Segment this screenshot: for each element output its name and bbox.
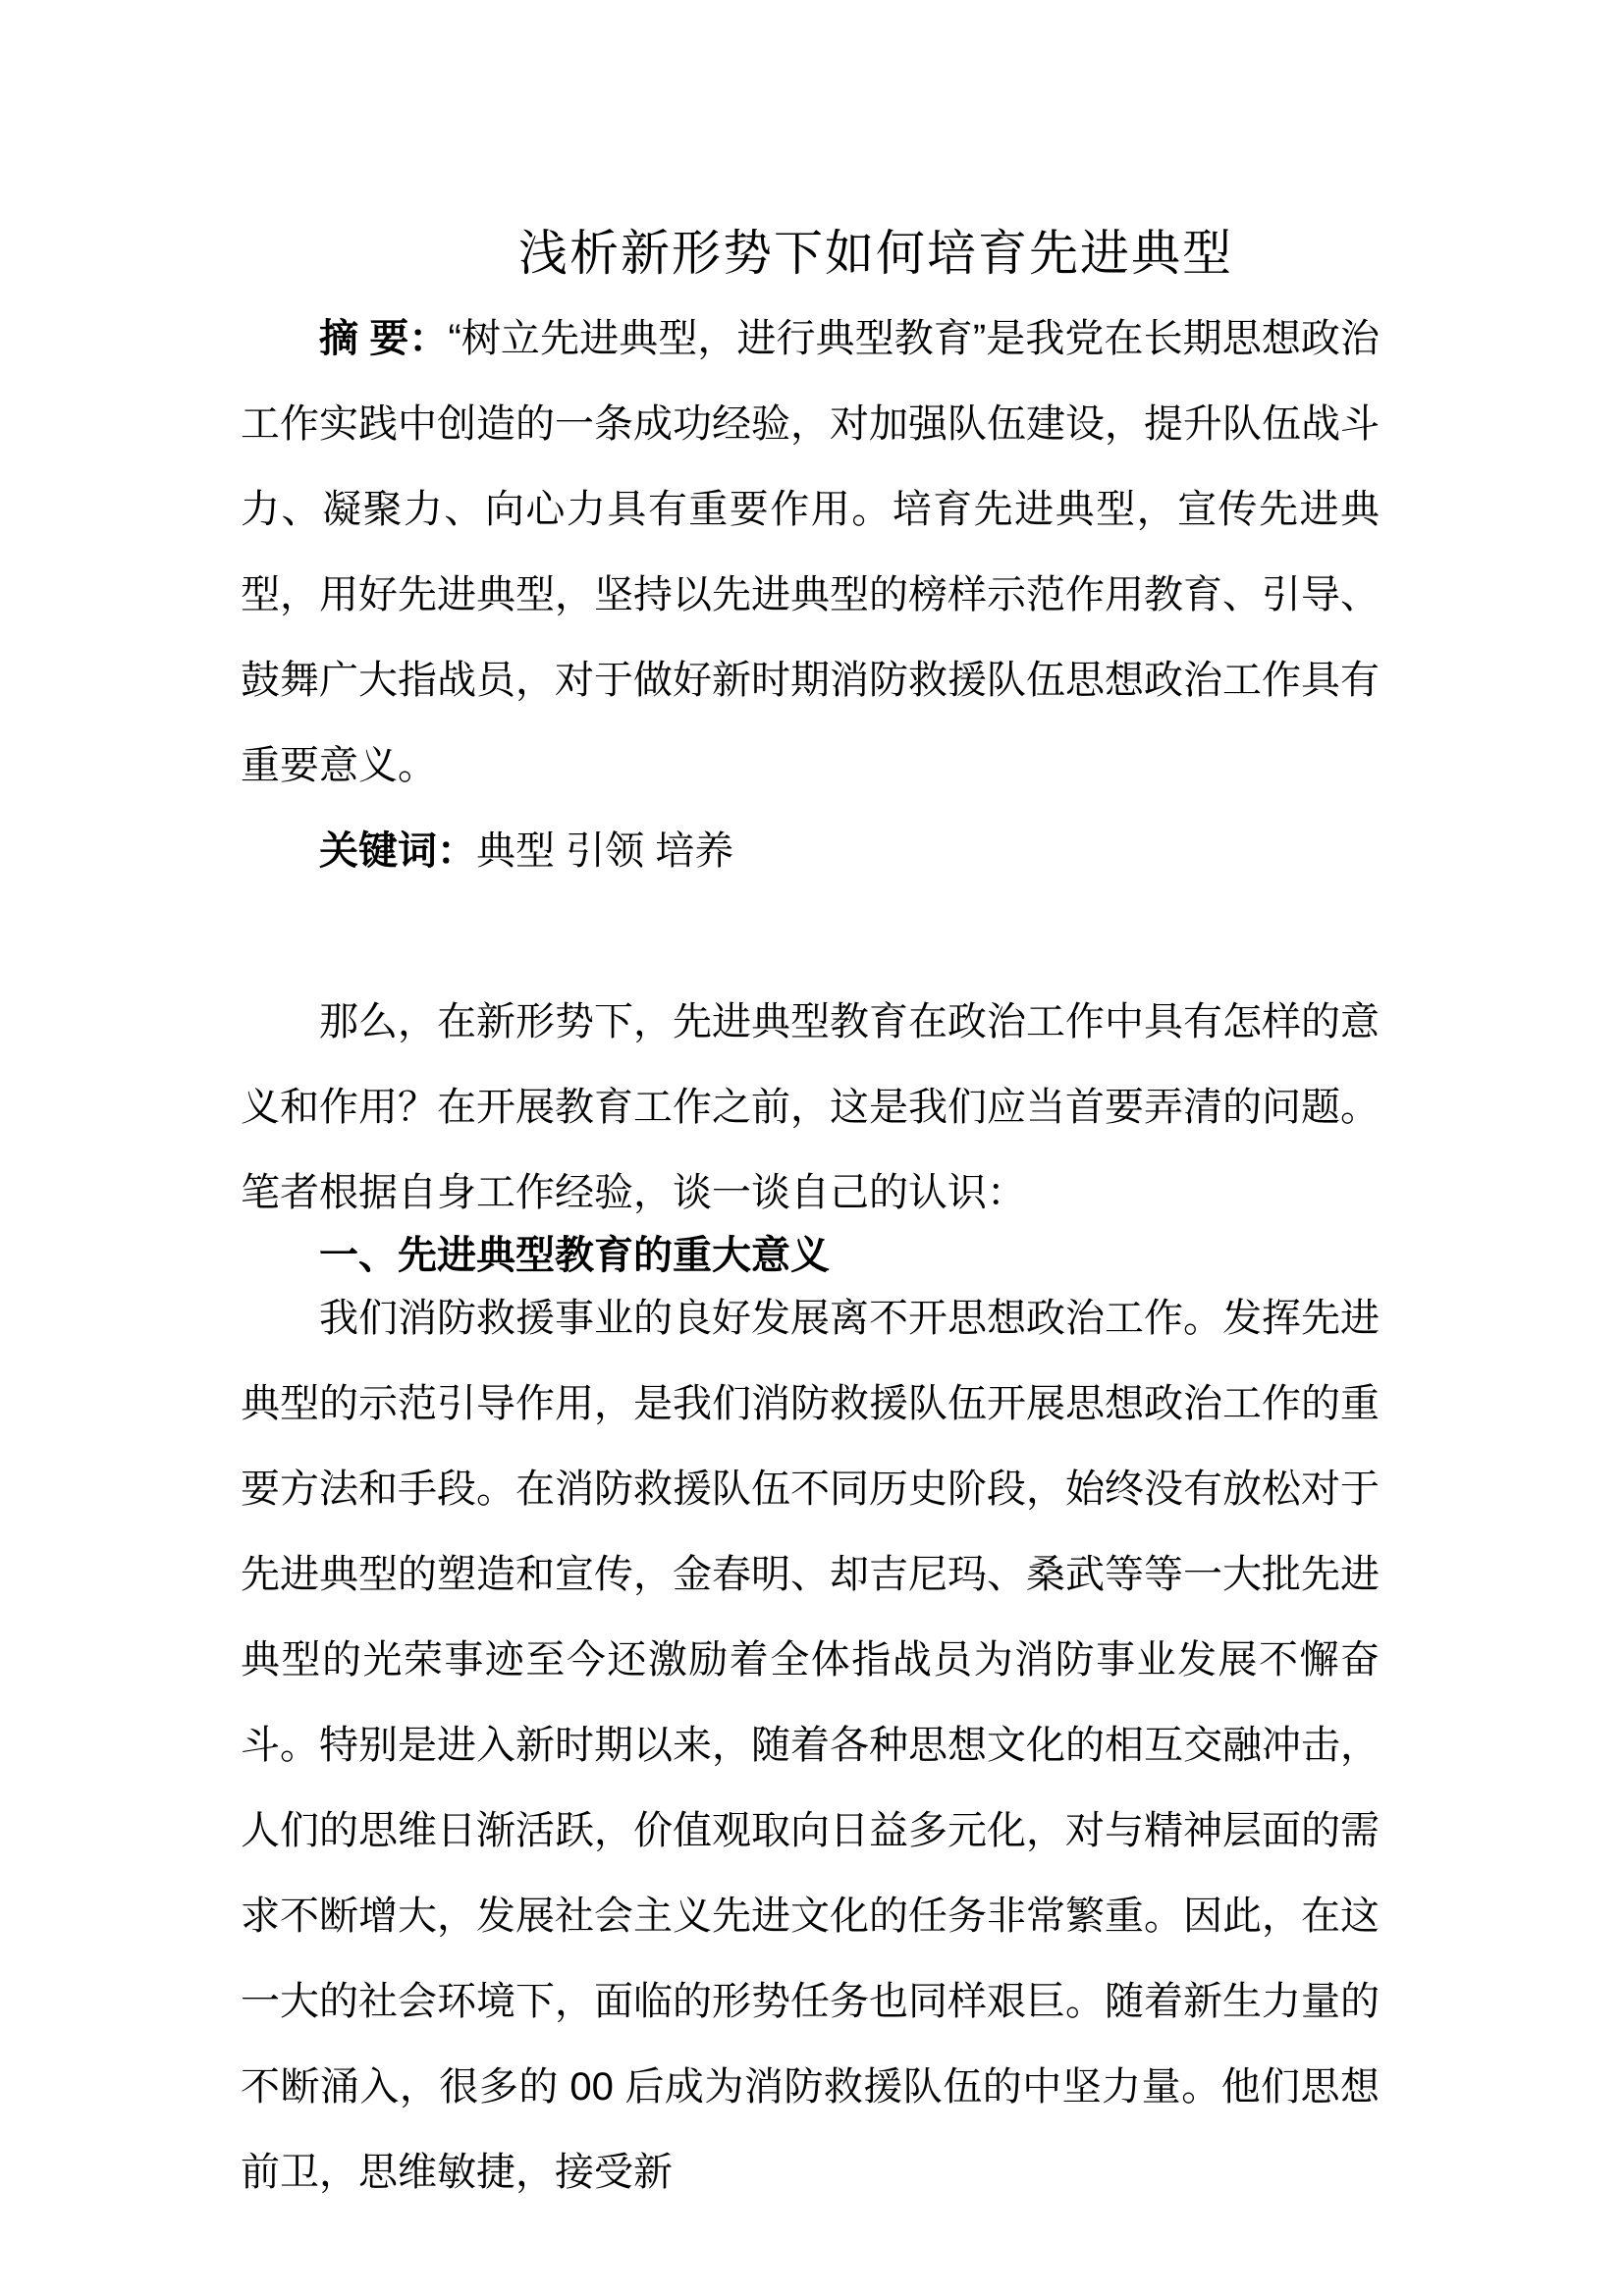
section1-paragraph: 我们消防救援事业的良好发展离不开思想政治工作。发挥先进典型的示范引导作用，是我们消防救援队伍开展思想政治工作的重要方法和手段。在消防救援队伍不同历史阶段，始终没有放松对于先进典型的塑造和宣传，金春明、却吉尼玛、桑武等等一大批先进典型的光荣事迹至今还激励着全体指战员为消防事业发展不懈奋斗。特别是进入新时期以来，随着各种思想文化的相互交融冲击，人们的思维日渐活跃，价值观取向日益多元化，对与精神层面的需求不断增大，发展社会主义先进文化的任务非常繁重。因此，在这一大的社会环境下，面临的形势任务也同样艰巨。随着新生力量的不断涌入，很多的 00 后成为消防救援队伍的中坚力量。他们思想前卫，思维敏捷，接受新 <box>241 1297 1380 2194</box>
keywords-text: 典型 引领 培养 <box>476 829 734 873</box>
keywords-line <box>241 809 1380 894</box>
document-title: 浅析新形势下如何培育先进典型 <box>518 226 1233 281</box>
abstract-paragraph <box>241 296 1380 809</box>
keywords-label: 关键词： <box>319 829 476 873</box>
section1-heading: 一、先进典型教育的重大意义 <box>319 1234 830 1277</box>
abstract-text: “树立先进典型，进行典型教育”是我党在长期思想政治工作实践中创造的一条成功经验，对加强队伍建设，提升队伍战斗力、凝聚力、向心力具有重要作用。培育先进典型，宣传先进典型，用好先进典型，坚持以先进典型的榜样示范作用教育、引导、鼓舞广大指战员，对于做好新时期消防救援队伍思想政治工作具有重要意义。 <box>241 317 1380 787</box>
intro-paragraph: 那么，在新形势下，先进典型教育在政治工作中具有怎样的意义和作用？在开展教育工作之前，这是我们应当首要弄清的问题。笔者根据自身工作经验，谈一谈自己的认识： <box>241 1000 1380 1214</box>
abstract-label: 摘 要： <box>319 317 449 360</box>
